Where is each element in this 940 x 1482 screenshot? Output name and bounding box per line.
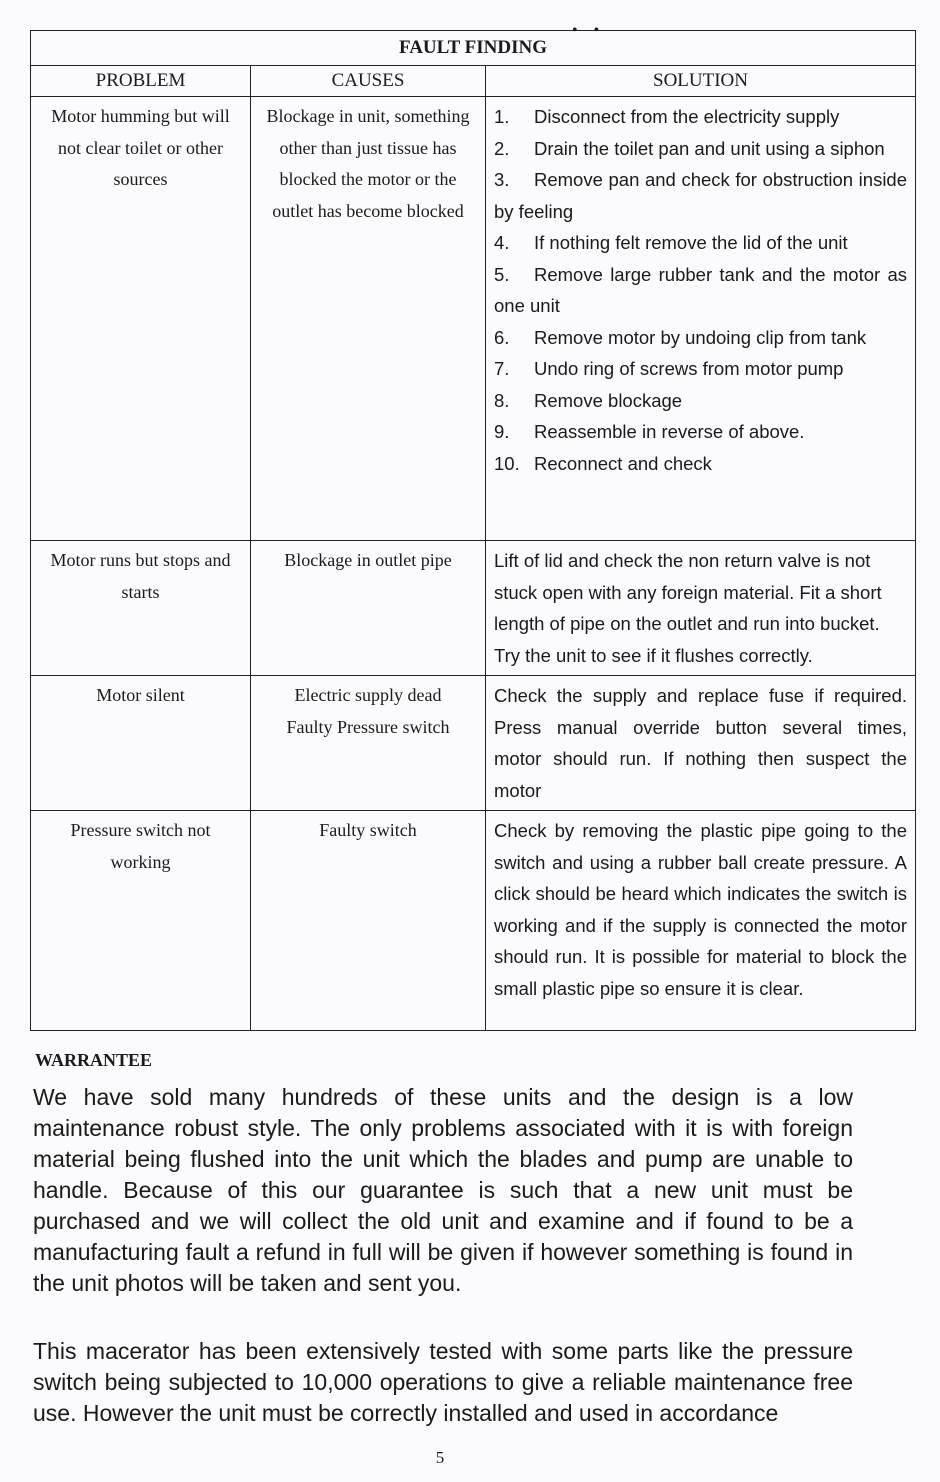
cause-line: Faulty Pressure switch (286, 716, 450, 737)
solution-step (494, 227, 907, 259)
solution-step (494, 353, 907, 385)
warranty-paragraph: We have sold many hundreds of these units and the design is a low maintenance robust style. The only problems associated with it is with foreign material being flushed into the unit which the blades and pump are unable to handle. Because of this our guarantee is such that a new unit must be purchased and we will collect the old unit and examine and if found to be a manufacturing fault a refund in full will be given if however something is found in the unit photos will be taken and sent you. (33, 1084, 853, 1296)
step-number: 10. (494, 452, 520, 474)
step-number: 3. (494, 169, 510, 190)
step-number: 4. (494, 232, 510, 253)
step-text: If nothing felt remove the lid of the unit (534, 232, 848, 253)
solution-step (494, 133, 907, 165)
step-number: 7. (494, 358, 510, 379)
solution-step (494, 259, 907, 322)
causes-cell (251, 676, 486, 811)
page-number: 5 (435, 1448, 445, 1467)
header-solution: SOLUTION (486, 66, 916, 97)
causes-cell: Blockage in outlet pipe (251, 541, 486, 676)
solution-cell (486, 97, 916, 541)
step-number: 9. (494, 421, 510, 442)
solution-step (494, 416, 907, 448)
step-number: 1. (494, 106, 510, 127)
step-text: Undo ring of screws from motor pump (534, 358, 844, 379)
solution-step (494, 322, 907, 354)
problem-cell: Motor humming but will not clear toilet or other sources (31, 97, 251, 541)
step-text: Remove large rubber tank and the motor as one unit (494, 263, 908, 316)
table-row (31, 97, 916, 541)
step-number: 2. (494, 137, 510, 159)
step-number: 5. (494, 263, 510, 285)
header-causes: CAUSES (251, 66, 486, 97)
warranty-heading: WARRANTEE (35, 1050, 153, 1070)
solution-cell: Lift of lid and check the non return valve is not stuck open with any foreign material. Fit a short length of pipe on the outlet and run into bucket. Try the unit to see if it flushes correctly. (486, 541, 916, 676)
step-number: 8. (494, 389, 510, 411)
step-text: Drain the toilet pan and unit using a siphon (534, 137, 885, 159)
print-mark: • • (572, 22, 606, 39)
problem-cell: Motor runs but stops and starts (31, 541, 251, 676)
step-text: Reconnect and check (534, 452, 712, 474)
solution-cell: Check the supply and replace fuse if required. Press manual override button several times, motor should run. If nothing then suspect the motor (486, 676, 916, 811)
causes-cell: Faulty switch (251, 811, 486, 1031)
solution-step (494, 448, 907, 480)
step-text: Remove motor by undoing clip from tank (534, 326, 867, 348)
step-text: Reassemble in reverse of above. (534, 421, 805, 442)
table-row (31, 541, 916, 676)
solution-step (494, 164, 907, 227)
step-text: Remove blockage (534, 389, 683, 411)
table-title: FAULT FINDING (31, 31, 916, 66)
problem-cell: Pressure switch not working (31, 811, 251, 1031)
warranty-paragraph: This macerator has been extensively tested with some parts like the pressure switch being subjected to 10,000 operations to give a reliable maintenance free use. However the unit must be correctly installed and used in accordance (33, 1338, 853, 1426)
problem-cell: Motor silent (31, 676, 251, 811)
fault-finding-table (30, 30, 916, 1031)
solution-step (494, 101, 907, 133)
step-number: 6. (494, 326, 510, 348)
table-row (31, 676, 916, 811)
table-row (31, 811, 916, 1031)
causes-cell: Blockage in unit, something other than just tissue has blocked the motor or the outlet has become blocked (251, 97, 486, 541)
cause-line: Electric supply dead (294, 685, 442, 705)
step-text: Disconnect from the electricity supply (534, 106, 840, 127)
solution-cell: Check by removing the plastic pipe going to the switch and using a rubber ball create pressure. A click should be heard which indicates the switch is working and if the supply is connected the motor should run. It is possible for material to block the small plastic pipe so ensure it is clear. (486, 811, 916, 1031)
solution-step (494, 385, 907, 417)
step-text: Remove pan and check for obstruction inside by feeling (494, 169, 908, 222)
header-problem: PROBLEM (31, 66, 251, 97)
